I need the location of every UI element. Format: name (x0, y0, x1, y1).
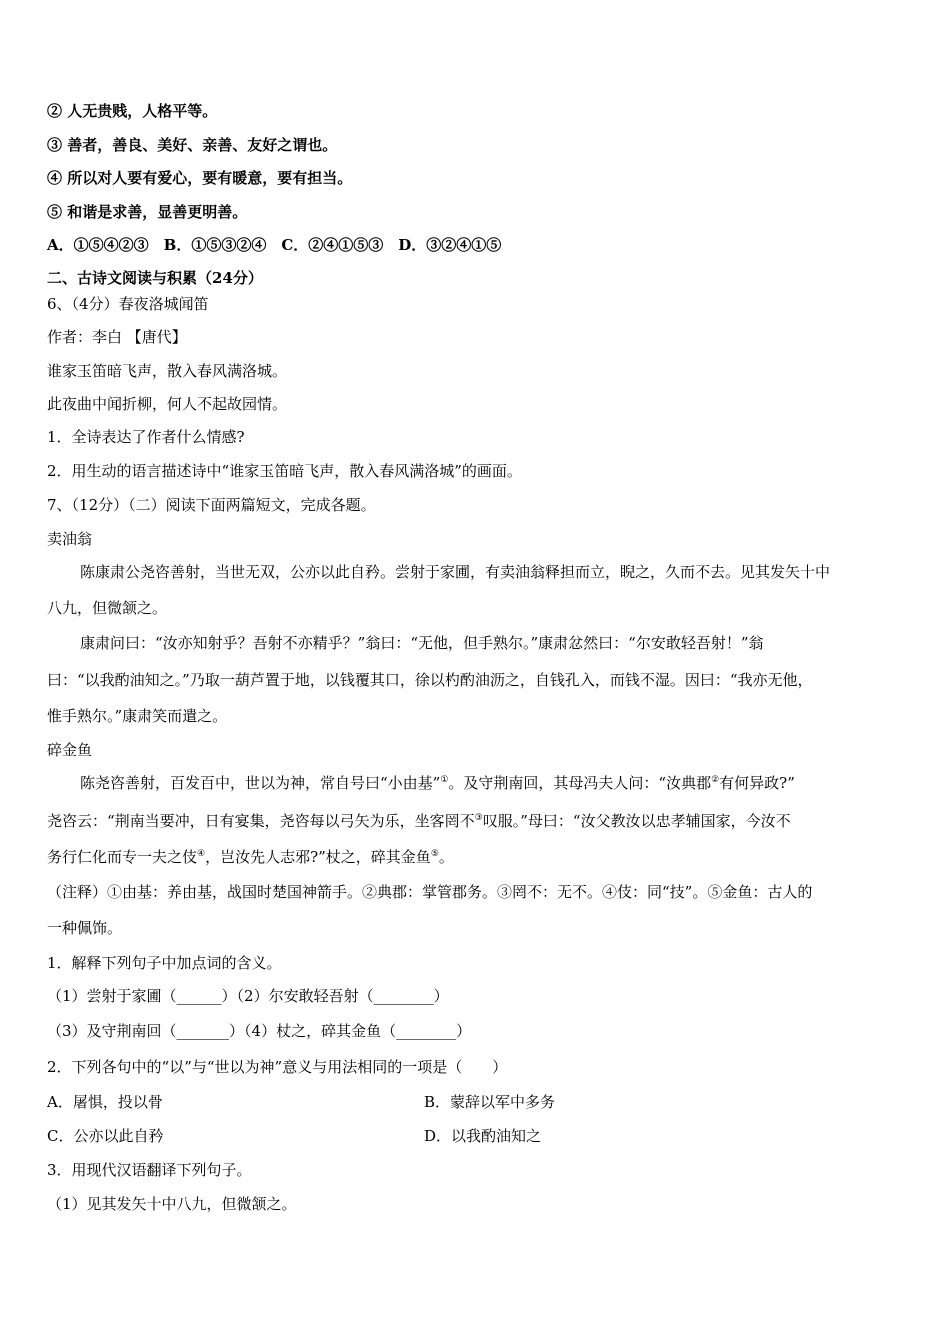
notes-line1: （注释）①由基：养由基，战国时楚国神箭手。②典郡：掌管郡务。③罔不：无不。④伎：同“技”。⑤金鱼：古人的 (47, 883, 813, 901)
option-statement-4: ④ 所以对人要有爱心，要有暖意，要有担当。 (47, 169, 353, 187)
option-statement-3: ③ 善者，善良、美好、亲善、友好之谓也。 (47, 136, 338, 154)
q7-sub2-row2 (47, 1126, 910, 1146)
option-statement-5: ⑤ 和谐是求善，显善更明善。 (47, 203, 248, 221)
text1-p2-line1: 康肃问曰：“汝亦知射乎？吾射不亦精乎？”翁曰：“无他，但手熟尔。”康肃忿然曰：“尔安敢轻吾射！”翁 (80, 634, 764, 652)
q7-sub3-line1: （1）见其发矢十中八九，但微颔之。 (47, 1195, 297, 1213)
choice-c: C．公亦以此自矜 (47, 1127, 164, 1145)
choice-a: A．屠惧，投以骨 (47, 1093, 163, 1111)
text2-p1-line1: 陈尧咨善射，百发百中，世以为神，常自号曰“小由基”①。及守荆南回，其母冯夫人问：“汝典郡②有何异政?” (80, 774, 795, 792)
option-statement-2: ② 人无贵贱，人格平等。 (47, 102, 218, 120)
footnote-mark: ④ (197, 849, 206, 859)
text2-p1-line3: 务行仁化而专一夫之伎④，岂汝先人志邪?”杖之，碎其金鱼⑤。 (47, 848, 454, 866)
q7-title: 7、（12分）（二）阅读下面两篇短文，完成各题。 (47, 496, 376, 514)
text1-p1-line1: 陈康肃公尧咨善射，当世无双，公亦以此自矜。尝射于家圃，有卖油翁释担而立，睨之，久而不去。见其发矢十中 (80, 563, 831, 581)
q6-author: 作者：李白 【唐代】 (47, 328, 187, 346)
footnote-mark: ③ (474, 813, 483, 823)
footnote-mark: ② (711, 775, 720, 785)
text2-title: 碎金鱼 (47, 741, 93, 759)
q6-title: 6、（4分）春夜洛城闻笛 (47, 295, 209, 313)
text1-p2-line2: 曰：“以我酌油知之。”乃取一葫芦置于地，以钱覆其口，徐以杓酌油沥之，自钱孔入，而钱不湿。因曰：“我亦无他， (47, 671, 813, 689)
text1-p2-line3: 惟手熟尔。”康肃笑而遣之。 (47, 707, 228, 725)
answer-choices: A．①⑤④②③ B．①⑤③②④ C．②④①⑤③ D．③②④①⑤ (47, 236, 502, 254)
section-title: 二、古诗文阅读与积累（24分） (47, 269, 263, 287)
footnote-mark: ⑤ (430, 849, 439, 859)
q7-sub2-title: 2．下列各句中的“以”与“世以为神”意义与用法相同的一项是（ ） (47, 1058, 508, 1076)
poem-line-2: 此夜曲中闻折柳，何人不起故园情。 (47, 395, 288, 413)
q6-sub1: 1．全诗表达了作者什么情感? (47, 428, 245, 446)
q6-sub2: 2．用生动的语言描述诗中“谁家玉笛暗飞声，散入春风满洛城”的画面。 (47, 462, 522, 480)
q7-sub1-title: 1．解释下列句子中加点词的含义。 (47, 954, 282, 972)
text2-p1-line2: 尧咨云：“荆南当要冲，日有宴集，尧咨每以弓矢为乐，坐客罔不③叹服。”母曰：“汝父教汝以忠孝辅国家，今汝不 (47, 812, 791, 830)
notes-line2: 一种佩饰。 (47, 919, 123, 937)
text1-title: 卖油翁 (47, 530, 93, 548)
q7-sub1-line2: （3）及守荆南回（_______）（4）杖之，碎其金鱼（________） (47, 1022, 472, 1040)
footnote-mark: ① (440, 775, 449, 785)
q7-sub2-row1 (47, 1092, 910, 1112)
q7-sub1-line1: （1）尝射于家圃（______）（2）尔安敢轻吾射（________） (47, 987, 449, 1005)
choice-d: D．以我酌油知之 (424, 1127, 542, 1145)
text1-p1-line2: 八九，但微颔之。 (47, 599, 168, 617)
poem-line-1: 谁家玉笛暗飞声，散入春风满洛城。 (47, 362, 288, 380)
choice-b: B．蒙辞以军中多务 (424, 1093, 556, 1111)
q7-sub3-title: 3．用现代汉语翻译下列句子。 (47, 1161, 252, 1179)
